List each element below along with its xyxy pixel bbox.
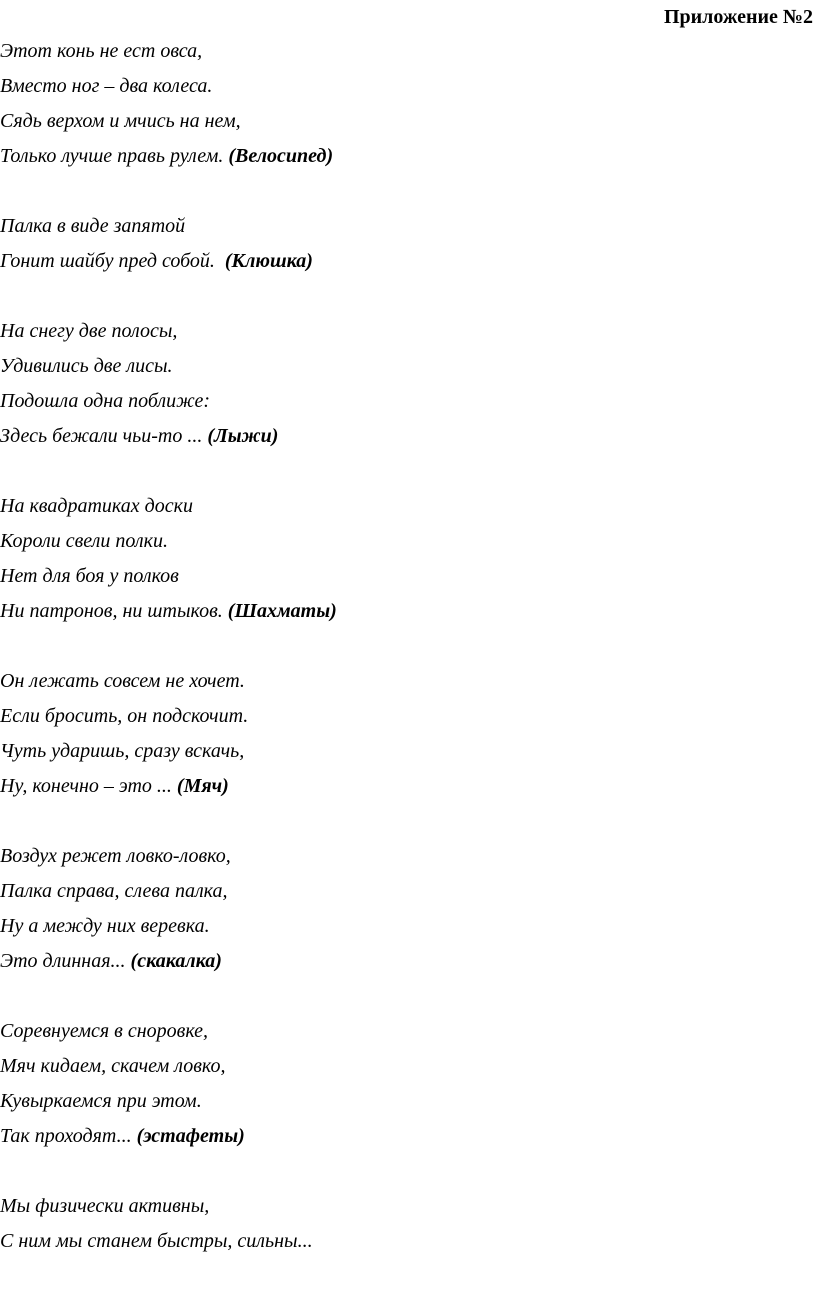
riddle-answer: (Шахматы) xyxy=(227,600,337,622)
riddle-line: Мяч кидаем, скачем ловко, xyxy=(0,1055,226,1077)
riddle-line: Ну а между них веревка. xyxy=(0,915,210,937)
riddle-answer: (эстафеты) xyxy=(136,1125,245,1147)
riddle-line: Сядь верхом и мчись на нем, xyxy=(0,110,241,132)
riddle-line: Чуть ударишь, сразу вскачь, xyxy=(0,740,245,762)
riddle-line: Ну, конечно – это ... (Мяч) xyxy=(0,775,229,797)
riddle-line: Вместо ног – два колеса. xyxy=(0,75,213,97)
riddle-answer: (скакалка) xyxy=(130,950,222,972)
riddle-ball xyxy=(0,664,812,804)
riddle-line: Этот конь не ест овса, xyxy=(0,40,203,62)
riddle-bicycle xyxy=(0,34,812,174)
riddle-line: Здесь бежали чьи-то ... (Лыжи) xyxy=(0,425,279,447)
riddle-hockey-stick xyxy=(0,209,812,279)
riddle-line: С ним мы станем быстры, сильны... xyxy=(0,1230,313,1252)
riddle-line: Подошла одна поближе: xyxy=(0,390,211,412)
riddle-line: Это длинная... (скакалка) xyxy=(0,950,222,972)
riddle-line: Гонит шайбу пред собой. (Клюшка) xyxy=(0,250,313,272)
riddle-jump-rope xyxy=(0,839,812,979)
riddle-line: Палка справа, слева палка, xyxy=(0,880,228,902)
riddle-answer: (Мяч) xyxy=(176,775,229,797)
riddle-active xyxy=(0,1189,812,1259)
riddle-line: Короли свели полки. xyxy=(0,530,168,552)
riddle-line: Палка в виде запятой xyxy=(0,215,186,237)
riddle-line: Мы физически активны, xyxy=(0,1195,210,1217)
riddle-line: Только лучше правь рулем. (Велосипед) xyxy=(0,145,334,167)
riddle-line: Он лежать совсем не хочет. xyxy=(0,670,245,692)
riddle-chess xyxy=(0,489,812,629)
riddle-line: На квадратиках доски xyxy=(0,495,193,517)
riddle-line: Соревнуемся в сноровке, xyxy=(0,1020,209,1042)
riddle-answer: (Клюшка) xyxy=(224,250,313,272)
riddle-line: Если бросить, он подскочит. xyxy=(0,705,249,727)
riddle-line: Воздух режет ловко-ловко, xyxy=(0,845,231,867)
riddle-answer: (Лыжи) xyxy=(207,425,279,447)
riddle-relay xyxy=(0,1014,812,1154)
riddle-line: Кувыркаемся при этом. xyxy=(0,1090,202,1112)
riddle-list xyxy=(0,34,812,1294)
riddle-line: На снегу две полосы, xyxy=(0,320,178,342)
riddle-answer: (Велосипед) xyxy=(228,145,334,167)
riddle-line: Так проходят... (эстафеты) xyxy=(0,1125,245,1147)
riddle-line: Нет для боя у полков xyxy=(0,565,179,587)
riddle-skis xyxy=(0,314,812,454)
riddle-line: Удивились две лисы. xyxy=(0,355,173,377)
appendix-title: Приложение №2 xyxy=(663,6,813,28)
riddle-line: Ни патронов, ни штыков. (Шахматы) xyxy=(0,600,337,622)
